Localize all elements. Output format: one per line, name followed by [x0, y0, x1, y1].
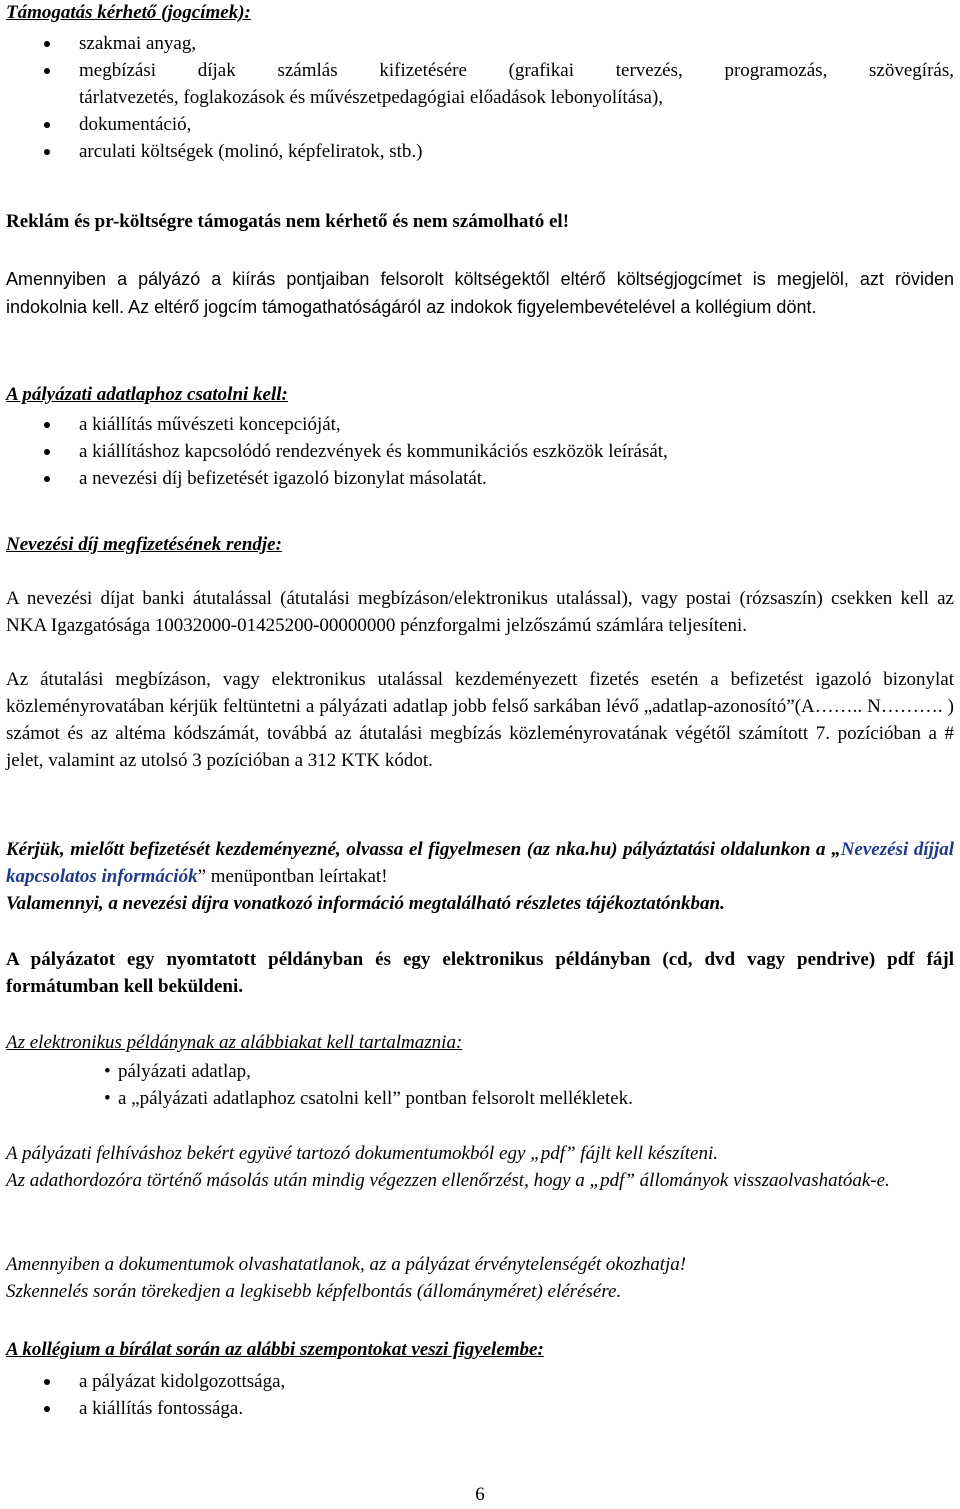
scan-paragraph-1: Amennyiben a dokumentumok olvashatatlanok, az a pályázat érvénytelenségét okozhatja! — [6, 1254, 687, 1275]
section-heading-jogcimek: Támogatás kérhető (jogcímek): — [6, 2, 251, 23]
section-heading-nevezesi: Nevezési díj megfizetésének rendje: — [6, 534, 282, 555]
read-notice-text: Kérjük, mielőtt befizetését kezdeményezné, olvassa el figyelmesen (az nka.hu) pályáztatási oldalunkon a „ — [6, 839, 841, 860]
list-item: a pályázat kidolgozottsága, — [6, 1368, 954, 1395]
list-item: a kiállítás fontossága. — [6, 1395, 954, 1422]
elektronikus-list — [6, 1058, 954, 1112]
list-item: a nevezési díj befizetését igazoló bizonylat másolatát. — [6, 465, 954, 492]
scan-paragraph-2: Szkennelés során törekedjen a legkisebb képfelbontás (állományméret) elérésére. — [6, 1281, 622, 1302]
read-notice — [6, 836, 954, 917]
list-item: megbízási díjak számlás kifizetésére (grafikai tervezés, programozás, szövegírás, — [6, 57, 954, 84]
pr-notice: Reklám és pr-költségre támogatás nem kérhető és nem számolható el! — [6, 211, 570, 232]
jogcimek-list — [6, 30, 954, 165]
list-item: dokumentáció, — [6, 111, 954, 138]
list-item: • a „pályázati adatlaphoz csatolni kell” pontban felsorolt mellékletek. — [6, 1085, 954, 1112]
fee-info-link[interactable]: Nevezési díjjal kapcsolatos információk — [6, 839, 954, 887]
read-notice-suffix: ” menüpontban leírtakat! — [197, 866, 388, 887]
section-heading-elektronikus: Az elektronikus példánynak az alábbiakat kell tartalmaznia: — [6, 1032, 463, 1053]
list-item: szakmai anyag, — [6, 30, 954, 57]
biralat-list — [6, 1368, 954, 1422]
jogcim-paragraph: Amennyiben a pályázó a kiírás pontjaiban felsorolt költségektől eltérő költségjogcímet is megjelöl, azt röviden indokolnia kell. Az eltérő jogcím támogathatóságáról az indokok figyelembevételével a kollégium dönt. — [6, 269, 954, 317]
list-item: a kiállítás művészeti koncepcióját, — [6, 411, 954, 438]
list-item-continuation: tárlatvezetés, foglakozások és művészetpedagógiai előadások lebonyolítása), — [79, 87, 664, 108]
pdf-paragraph-1: A pályázati felhíváshoz bekért együvé tartozó dokumentumokból egy „pdf” fájlt kell készíteni. — [6, 1143, 719, 1164]
list-item: • pályázati adatlap, — [6, 1058, 954, 1085]
list-item: a kiállításhoz kapcsolódó rendezvények és kommunikációs eszközök leírását, — [6, 438, 954, 465]
nevezesi-paragraph-1: A nevezési díjat banki átutalással (átutalási megbízáson/elektronikus utalással), vagy postai (rózsaszín) csekken kell az NKA Igazgatósága 10032000-01425200-00000000 pénzforgalmi jelzőszámú számlára teljesíteni. — [6, 588, 954, 636]
pdf-paragraph-2: Az adathordozóra történő másolás után mindig végezzen ellenőrzést, hogy a „pdf” állományok visszaolvashatóak-e. — [6, 1170, 890, 1191]
list-item: arculati költségek (molinó, képfeliratok, stb.) — [6, 138, 954, 165]
csatolni-list — [6, 411, 954, 492]
read-notice-line2: Valamennyi, a nevezési díjra vonatkozó információ megtalálható részletes tájékoztatónkban. — [6, 893, 725, 914]
nevezesi-paragraph-2: Az átutalási megbízáson, vagy elektronikus utalással kezdeményezett fizetés esetén a befizetést igazoló bizonylat közleményrovatában kérjük feltüntetni a pályázati adatlap jobb felső sarkában lévő „adatlap-azonosító”(A…….. N………. ) számot és az altéma kódszámát, továbbá az átutalási megbízás közleményrovatának végétől számított 7. pozícióban a # jelet, valamint az utolsó 3 pozícióban a 312 KTK kódot. — [6, 669, 954, 771]
section-heading-biralat: A kollégium a bírálat során az alábbi szempontokat veszi figyelembe: — [6, 1339, 544, 1360]
page-number: 6 — [475, 1484, 485, 1505]
section-heading-csatolni: A pályázati adatlaphoz csatolni kell: — [6, 384, 288, 405]
send-notice: A pályázatot egy nyomtatott példányban és egy elektronikus példányban (cd, dvd vagy pendrive) pdf fájl formátumban kell beküldeni. — [6, 949, 954, 997]
